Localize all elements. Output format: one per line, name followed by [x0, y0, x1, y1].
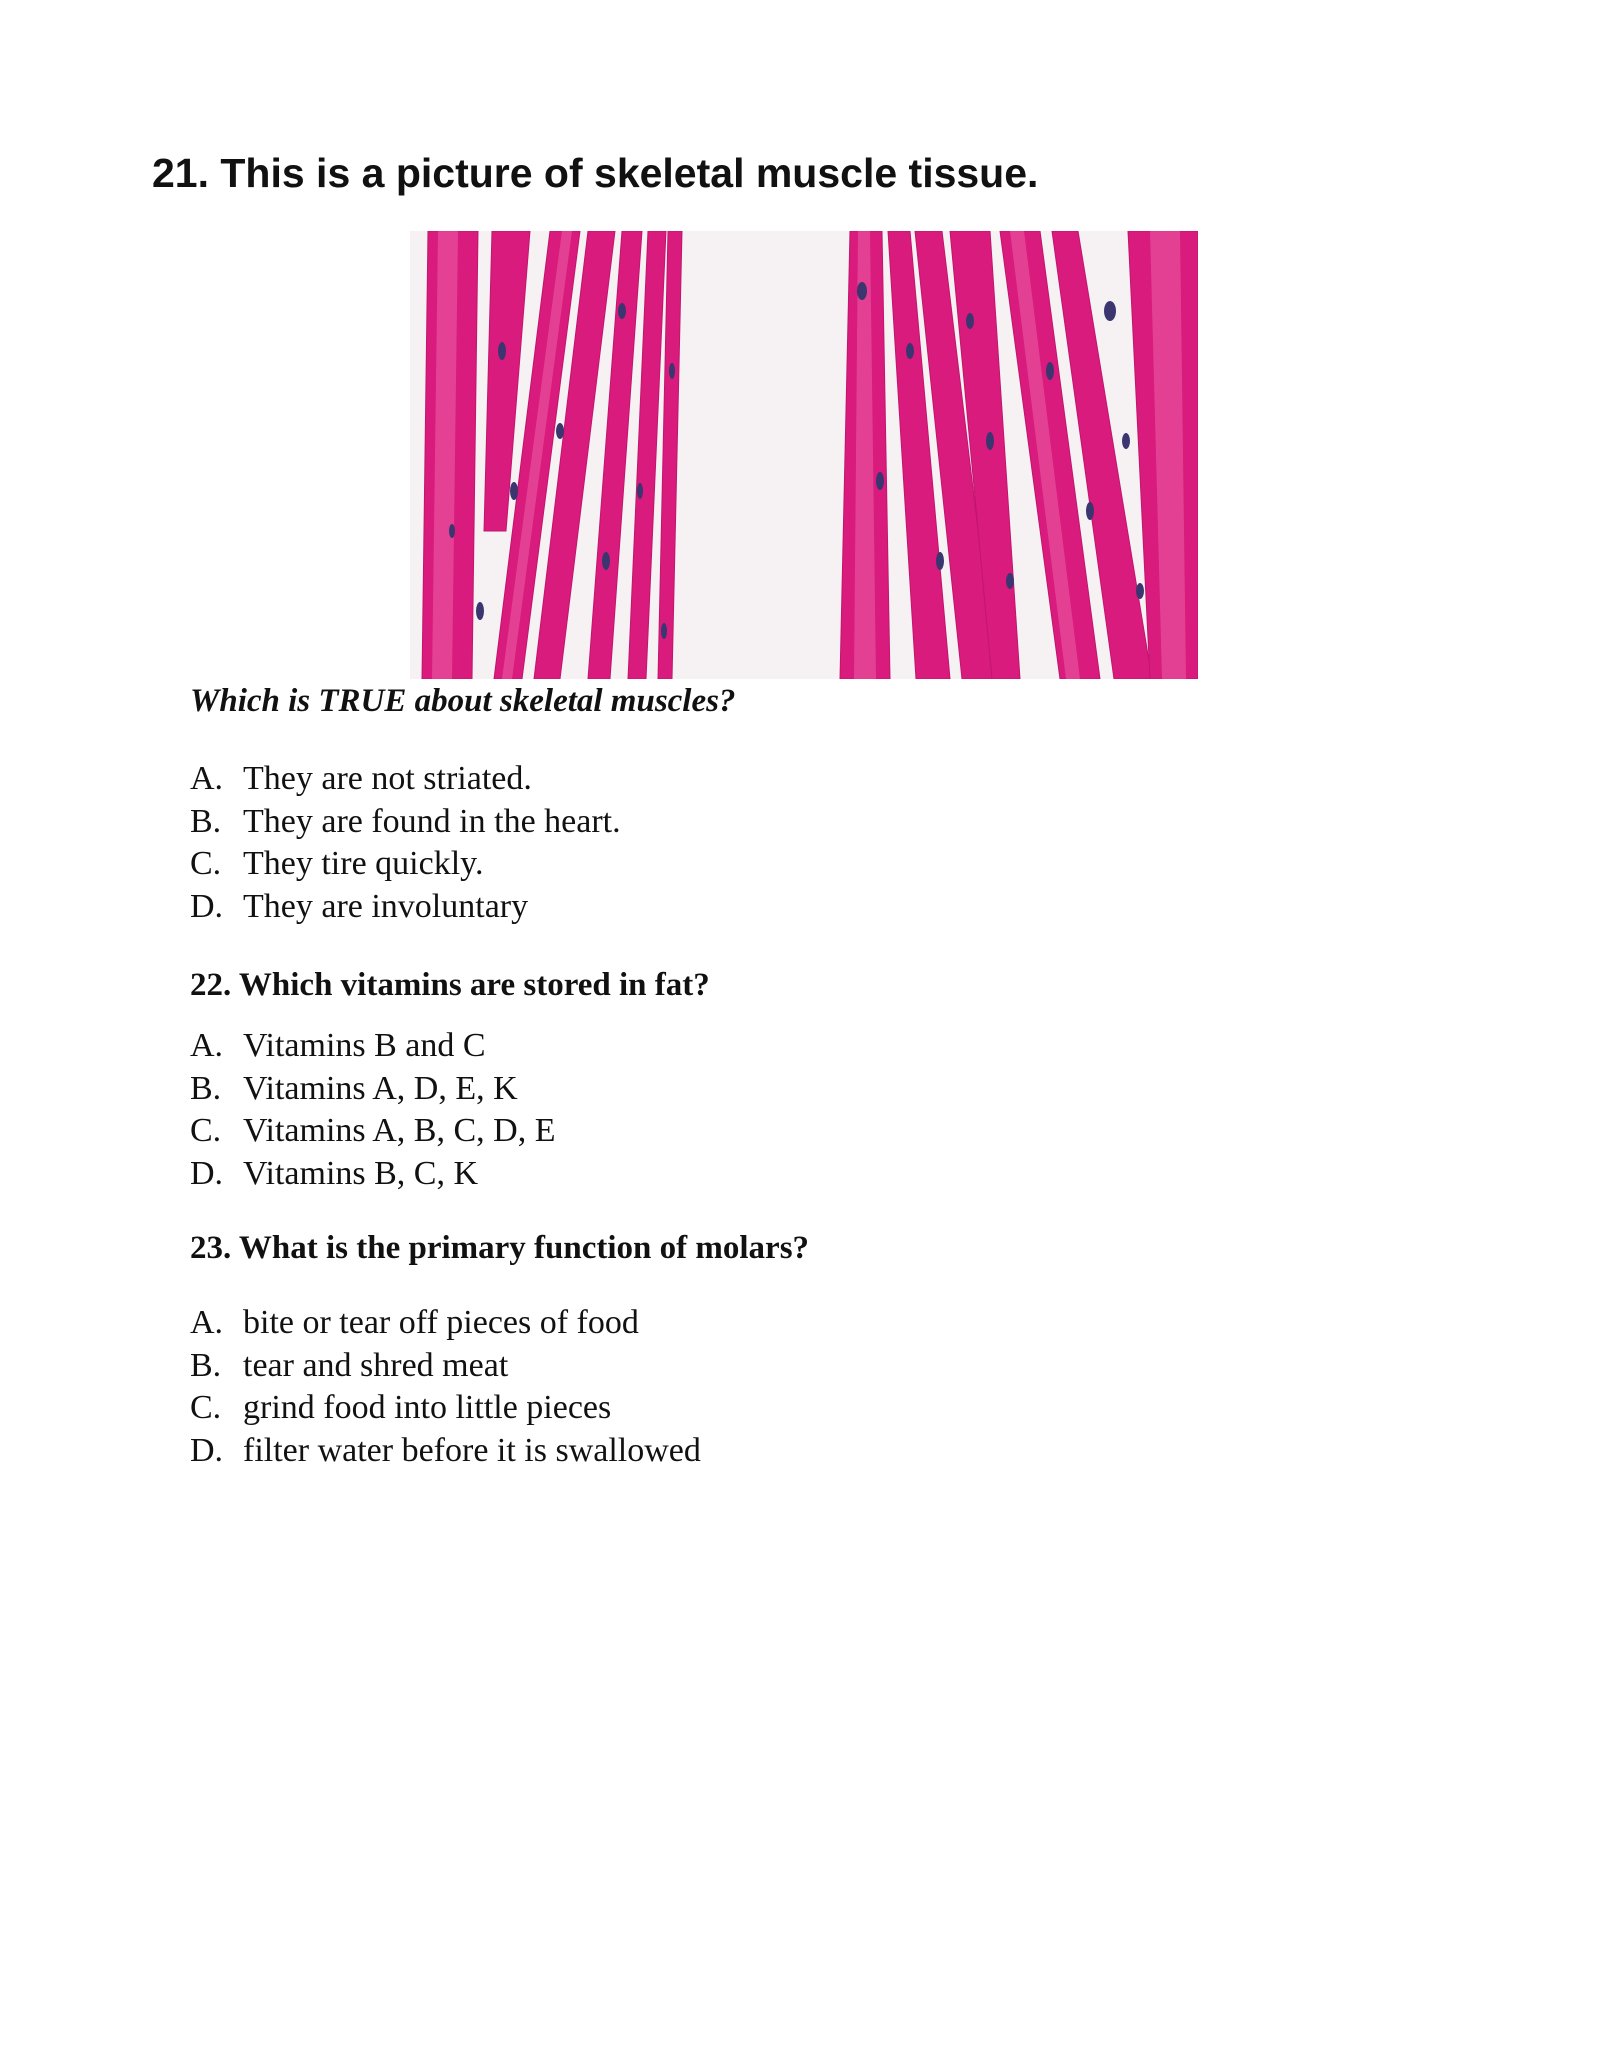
option-text: Vitamins A, D, E, K: [243, 1069, 518, 1107]
answer-option: [190, 1302, 701, 1345]
option-text: Vitamins A, B, C, D, E: [243, 1112, 556, 1149]
option-letter: B.: [190, 1346, 222, 1384]
option-letter: B.: [190, 1069, 222, 1107]
question-22-options: [190, 1025, 555, 1195]
option-text: bite or tear off pieces of food: [243, 1304, 639, 1341]
option-letter: B.: [190, 802, 222, 840]
option-text: Vitamins B and C: [243, 1027, 486, 1064]
option-letter: D.: [190, 1154, 224, 1192]
option-letter: A.: [190, 1304, 224, 1341]
option-text: tear and shred meat: [243, 1346, 509, 1384]
option-letter: C.: [190, 845, 222, 882]
answer-option: [190, 843, 621, 886]
answer-option: [190, 1387, 701, 1430]
answer-option: [190, 1153, 555, 1196]
question-21-options: [190, 758, 621, 928]
option-text: Vitamins B, C, K: [243, 1154, 479, 1192]
option-text: They tire quickly.: [243, 845, 484, 882]
answer-option: [190, 1345, 701, 1388]
answer-option: [190, 758, 621, 801]
answer-option: [190, 1068, 555, 1111]
option-text: grind food into little pieces: [243, 1389, 612, 1426]
answer-option: [190, 1430, 701, 1473]
answer-option: [190, 886, 621, 929]
option-letter: D.: [190, 1431, 224, 1469]
answer-option: [190, 1025, 555, 1068]
answer-option: [190, 1110, 555, 1153]
option-text: filter water before it is swallowed: [243, 1431, 701, 1469]
option-letter: D.: [190, 887, 224, 925]
skeletal-muscle-micrograph: [410, 231, 1198, 679]
option-text: They are found in the heart.: [243, 802, 621, 840]
question-23-options: [190, 1302, 701, 1472]
question-21-prompt: Which is TRUE about skeletal muscles?: [190, 683, 736, 719]
question-21-title: 21. This is a picture of skeletal muscle tissue.: [152, 150, 1039, 196]
option-text: They are not striated.: [243, 760, 532, 797]
option-letter: A.: [190, 1027, 224, 1064]
answer-option: [190, 801, 621, 844]
option-text: They are involuntary: [243, 887, 529, 925]
question-23-title: 23. What is the primary function of molars?: [190, 1230, 810, 1266]
option-letter: C.: [190, 1389, 222, 1426]
question-22-title: 22. Which vitamins are stored in fat?: [190, 967, 710, 1003]
option-letter: A.: [190, 760, 224, 797]
option-letter: C.: [190, 1112, 222, 1149]
